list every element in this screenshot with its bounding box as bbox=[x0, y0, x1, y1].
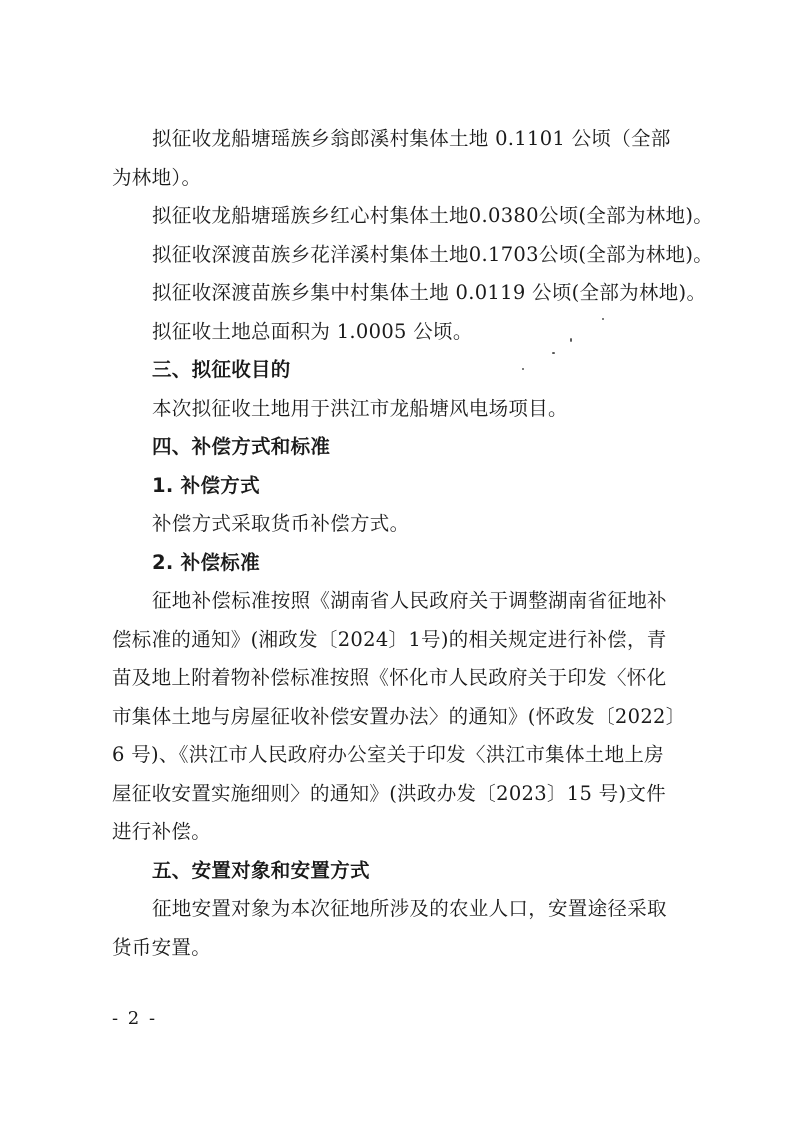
body-line: 征地安置对象为本次征地所涉及的农业人口，安置途径采取 bbox=[152, 897, 667, 920]
body-line: 6 号)、《洪江市人民政府办公室关于印发〈洪江市集体土地上房 bbox=[112, 743, 664, 766]
body-line: 拟征收土地总面积为 1.0005 公顷。 bbox=[152, 319, 473, 343]
body-line: 偿标准的通知》(湘政发〔2024〕1号)的相关规定进行补偿，青 bbox=[112, 627, 667, 651]
body-line: 进行补偿。 bbox=[112, 820, 212, 843]
section-heading: 1. 补偿方式 bbox=[152, 473, 260, 497]
document-body bbox=[112, 120, 714, 967]
body-line: 苗及地上附着物补偿标准按照《怀化市人民政府关于印发〈怀化 bbox=[112, 666, 667, 689]
body-line: 屋征收安置实施细则〉的通知》(洪政办发〔2023〕15 号)文件 bbox=[112, 781, 666, 805]
section-heading: 四、补偿方式和标准 bbox=[152, 435, 331, 458]
section-heading: 三、拟征收目的 bbox=[152, 358, 291, 381]
body-line: 货币安置。 bbox=[112, 935, 212, 959]
scan-speck bbox=[552, 352, 555, 354]
scan-speck bbox=[522, 368, 524, 370]
scan-speck bbox=[602, 318, 604, 320]
page-number: - 2 - bbox=[112, 1008, 158, 1029]
body-line: 拟征收深渡苗族乡花洋溪村集体土地0.1703公顷(全部为林地)。 bbox=[152, 242, 714, 266]
body-line: 拟征收龙船塘瑶族乡红心村集体土地0.0380公顷(全部为林地)。 bbox=[152, 204, 714, 227]
body-line: 拟征收龙船塘瑶族乡翁郎溪村集体土地 0.1101 公顷（全部 bbox=[152, 127, 671, 150]
body-line: 市集体土地与房屋征收补偿安置办法〉的通知》(怀政发〔2022〕 bbox=[112, 704, 686, 728]
body-line: 本次拟征收土地用于洪江市龙船塘风电场项目。 bbox=[152, 396, 568, 420]
body-line: 补偿方式采取货币补偿方式。 bbox=[152, 512, 410, 535]
body-line: 为林地）。 bbox=[112, 165, 202, 189]
section-heading: 五、安置对象和安置方式 bbox=[152, 858, 370, 882]
section-heading: 2. 补偿标准 bbox=[152, 550, 260, 574]
body-line: 拟征收深渡苗族乡集中村集体土地 0.0119 公顷(全部为林地)。 bbox=[152, 281, 707, 304]
scan-speck bbox=[570, 338, 572, 342]
body-line: 征地补偿标准按照《湖南省人民政府关于调整湖南省征地补 bbox=[152, 589, 667, 612]
